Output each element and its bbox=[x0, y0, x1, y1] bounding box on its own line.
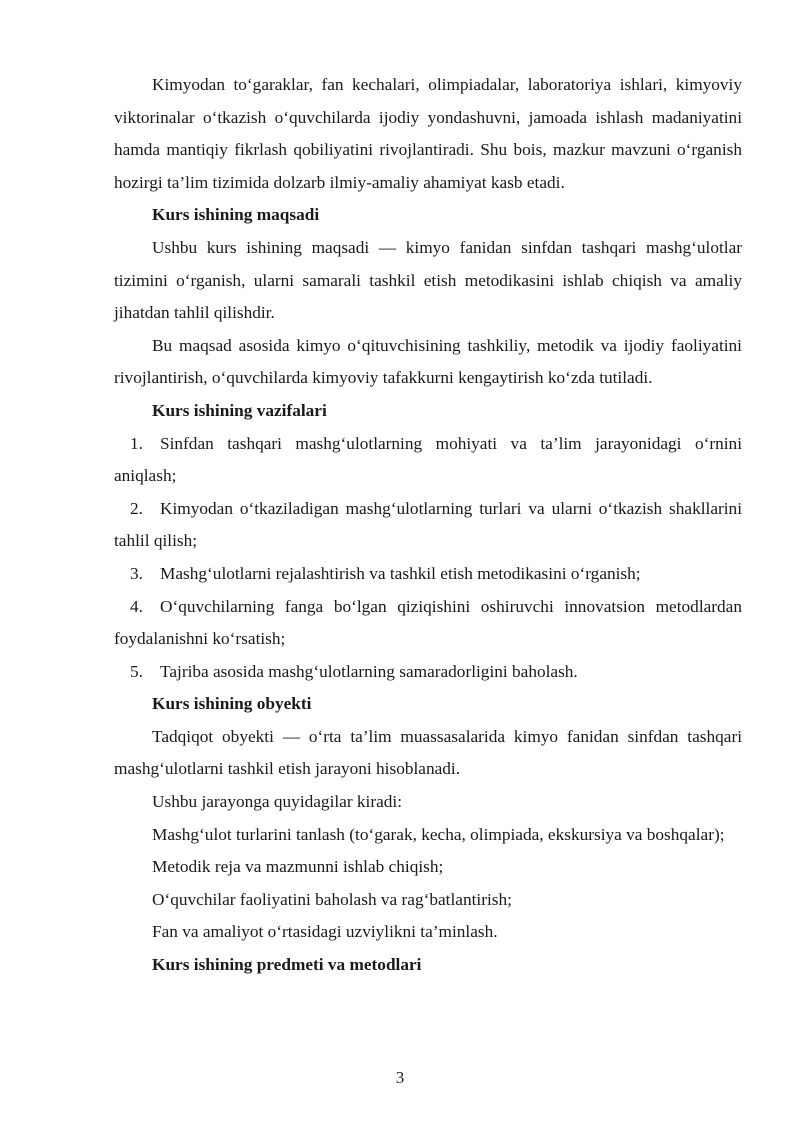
list-item-number: 3. bbox=[130, 563, 143, 583]
object-heading: Kurs ishining obyekti bbox=[152, 694, 312, 714]
goal-heading: Kurs ishining maqsadi bbox=[152, 205, 320, 225]
list-item-number: 4. bbox=[130, 596, 143, 616]
list-item-text: Tajriba asosida mashg‘ulotlarning samaradorligini baholash. bbox=[160, 661, 578, 681]
intro-paragraph: Kimyodan to‘garaklar, fan kechalari, olimpiadalar, laboratoriya ishlari, kimyoviy viktorinalar o‘tkazish o‘quvchilarda ijodiy yondashuvni, jamoada ishlash madaniyatini hamda mantiqiy fikrlash qobiliyatini rivojlantiradi. Shu bois, mazkur mavzuni o‘rganish hozirgi ta’lim tizimida dolzarb ilmiy-amaliy ahamiyat kasb etadi. bbox=[114, 75, 742, 192]
list-item-number: 2. bbox=[130, 498, 143, 518]
goal-paragraph: Bu maqsad asosida kimyo o‘qituvchisining tashkiliy, metodik va ijodiy faoliyatini rivojlantirish, o‘quvchilarda kimyoviy tafakkurni kengaytirish ko‘zda tutiladi. bbox=[114, 335, 742, 388]
list-item bbox=[114, 591, 742, 656]
list-item-text: O‘quvchilarning fanga bo‘lgan qiziqishini oshiruvchi innovatsion metodlardan foydalanishni ko‘rsatish; bbox=[114, 596, 742, 649]
object-paragraph: O‘quvchilar faoliyatini baholash va rag‘batlantirish; bbox=[152, 889, 512, 909]
list-item-text: Sinfdan tashqari mashg‘ulotlarning mohiyati va ta’lim jarayonidagi o‘rnini aniqlash; bbox=[114, 433, 742, 486]
list-item-number: 5. bbox=[130, 661, 143, 681]
tasks-heading: Kurs ishining vazifalari bbox=[152, 400, 327, 420]
goal-paragraph: Ushbu kurs ishining maqsadi — kimyo fanidan sinfdan tashqari mashg‘ulotlar tizimini o‘rganish, ularni samarali tashkil etish metodikasini ishlab chiqish va amaliy jihatdan tahlil qilishdir. bbox=[114, 237, 742, 323]
list-item bbox=[114, 428, 742, 493]
list-item bbox=[114, 558, 742, 591]
list-item bbox=[114, 656, 742, 689]
list-item-number: 1. bbox=[130, 433, 143, 453]
list-item bbox=[114, 493, 742, 558]
page-content bbox=[114, 69, 742, 982]
object-paragraph: Mashg‘ulot turlarini tanlash (to‘garak, kecha, olimpiada, ekskursiya va boshqalar); bbox=[152, 824, 725, 844]
page-number: 3 bbox=[395, 1068, 405, 1087]
object-paragraph: Fan va amaliyot o‘rtasidagi uzviylikni ta’minlash. bbox=[152, 922, 498, 942]
subject-heading: Kurs ishining predmeti va metodlari bbox=[152, 955, 422, 975]
object-paragraph: Ushbu jarayonga quyidagilar kiradi: bbox=[152, 792, 403, 812]
object-paragraph: Tadqiqot obyekti — o‘rta ta’lim muassasalarida kimyo fanidan sinfdan tashqari mashg‘ulotlarni tashkil etish jarayoni hisoblanadi. bbox=[114, 726, 742, 779]
list-item-text: Mashg‘ulotlarni rejalashtirish va tashkil etish metodikasini o‘rganish; bbox=[160, 563, 641, 583]
object-paragraph: Metodik reja va mazmunni ishlab chiqish; bbox=[152, 857, 444, 877]
list-item-text: Kimyodan o‘tkaziladigan mashg‘ulotlarning turlari va ularni o‘tkazish shakllarini tahlil qilish; bbox=[114, 498, 742, 551]
